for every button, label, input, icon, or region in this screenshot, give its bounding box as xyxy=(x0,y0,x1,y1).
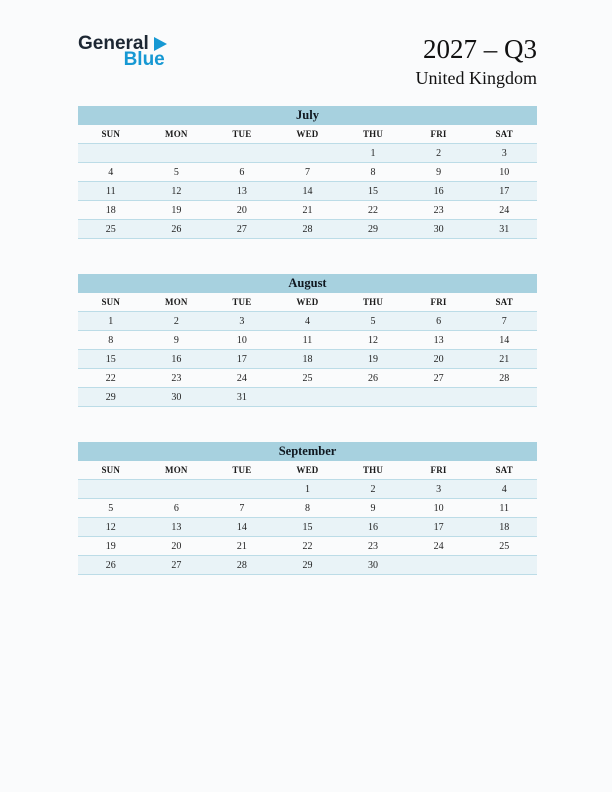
day-cell: 5 xyxy=(78,499,144,518)
day-cell-empty xyxy=(144,144,210,163)
day-cell: 4 xyxy=(471,480,537,499)
day-cell: 20 xyxy=(209,201,275,220)
day-cell: 29 xyxy=(78,388,144,407)
day-cell-empty xyxy=(78,144,144,163)
day-cell: 7 xyxy=(471,312,537,331)
day-cell: 25 xyxy=(471,537,537,556)
day-cell: 16 xyxy=(144,350,210,369)
day-cell: 13 xyxy=(144,518,210,537)
day-cell-empty xyxy=(144,480,210,499)
weekday-row xyxy=(78,125,537,144)
day-cell: 3 xyxy=(406,480,472,499)
day-cell: 5 xyxy=(144,163,210,182)
day-cell-empty xyxy=(406,388,472,407)
weekday-label: THU xyxy=(340,461,406,480)
day-cell-empty xyxy=(406,556,472,575)
week-row xyxy=(78,518,537,537)
day-cell: 10 xyxy=(209,331,275,350)
weekday-label: THU xyxy=(340,293,406,312)
day-cell: 10 xyxy=(406,499,472,518)
day-cell-empty xyxy=(340,388,406,407)
logo-text-general: General xyxy=(78,33,149,54)
day-cell: 28 xyxy=(209,556,275,575)
day-cell: 12 xyxy=(78,518,144,537)
day-cell-empty xyxy=(471,388,537,407)
day-cell-empty xyxy=(471,556,537,575)
day-cell: 6 xyxy=(209,163,275,182)
day-cell: 18 xyxy=(471,518,537,537)
day-cell: 9 xyxy=(340,499,406,518)
day-cell: 6 xyxy=(144,499,210,518)
day-cell: 14 xyxy=(471,331,537,350)
week-row xyxy=(78,480,537,499)
weekday-row xyxy=(78,293,537,312)
weekday-label: FRI xyxy=(406,125,472,144)
week-row xyxy=(78,369,537,388)
day-cell: 16 xyxy=(340,518,406,537)
day-cell: 30 xyxy=(144,388,210,407)
day-cell: 19 xyxy=(340,350,406,369)
day-cell: 7 xyxy=(275,163,341,182)
day-cell: 17 xyxy=(209,350,275,369)
day-cell: 18 xyxy=(78,201,144,220)
day-cell: 29 xyxy=(275,556,341,575)
day-cell-empty xyxy=(275,144,341,163)
day-cell: 15 xyxy=(78,350,144,369)
day-cell: 1 xyxy=(78,312,144,331)
day-cell: 3 xyxy=(471,144,537,163)
day-cell: 26 xyxy=(144,220,210,239)
day-cell: 14 xyxy=(275,182,341,201)
day-cell: 19 xyxy=(78,537,144,556)
day-cell: 25 xyxy=(78,220,144,239)
day-cell: 22 xyxy=(340,201,406,220)
day-cell: 19 xyxy=(144,201,210,220)
day-cell: 25 xyxy=(275,369,341,388)
day-cell: 1 xyxy=(275,480,341,499)
day-cell: 31 xyxy=(209,388,275,407)
day-cell: 22 xyxy=(78,369,144,388)
week-row xyxy=(78,350,537,369)
day-cell: 21 xyxy=(471,350,537,369)
day-cell: 12 xyxy=(340,331,406,350)
weekday-label: SAT xyxy=(471,125,537,144)
day-cell: 7 xyxy=(209,499,275,518)
day-cell: 4 xyxy=(78,163,144,182)
months-container xyxy=(78,106,537,575)
day-cell-empty xyxy=(78,480,144,499)
day-cell: 10 xyxy=(471,163,537,182)
weekday-label: TUE xyxy=(209,461,275,480)
day-cell: 17 xyxy=(406,518,472,537)
weekday-label: SAT xyxy=(471,293,537,312)
day-cell: 13 xyxy=(209,182,275,201)
day-cell: 21 xyxy=(209,537,275,556)
day-cell: 14 xyxy=(209,518,275,537)
day-cell: 24 xyxy=(406,537,472,556)
month-title: September xyxy=(78,442,537,461)
day-cell: 27 xyxy=(406,369,472,388)
week-row xyxy=(78,182,537,201)
title-block xyxy=(416,34,538,89)
day-cell: 31 xyxy=(471,220,537,239)
week-row xyxy=(78,331,537,350)
weekday-label: SUN xyxy=(78,293,144,312)
day-cell: 26 xyxy=(78,556,144,575)
week-row xyxy=(78,144,537,163)
day-cell: 24 xyxy=(471,201,537,220)
weekday-label: MON xyxy=(144,293,210,312)
day-cell-empty xyxy=(275,388,341,407)
day-cell-empty xyxy=(209,480,275,499)
day-cell: 15 xyxy=(340,182,406,201)
weekday-label: WED xyxy=(275,461,341,480)
weekday-label: WED xyxy=(275,125,341,144)
weekday-label: TUE xyxy=(209,125,275,144)
day-cell: 16 xyxy=(406,182,472,201)
weekday-label: MON xyxy=(144,461,210,480)
day-cell: 27 xyxy=(144,556,210,575)
month-grid xyxy=(78,125,537,239)
week-row xyxy=(78,556,537,575)
day-cell: 30 xyxy=(406,220,472,239)
logo-text-blue: Blue xyxy=(123,49,165,70)
month-july xyxy=(78,106,537,239)
page-header xyxy=(78,34,537,89)
week-row xyxy=(78,537,537,556)
week-row xyxy=(78,312,537,331)
weekday-label: FRI xyxy=(406,293,472,312)
day-cell: 28 xyxy=(275,220,341,239)
weekday-label: SAT xyxy=(471,461,537,480)
day-cell: 23 xyxy=(340,537,406,556)
day-cell: 8 xyxy=(340,163,406,182)
week-row xyxy=(78,499,537,518)
weekday-label: THU xyxy=(340,125,406,144)
day-cell: 8 xyxy=(275,499,341,518)
day-cell: 23 xyxy=(406,201,472,220)
month-title: July xyxy=(78,106,537,125)
day-cell: 2 xyxy=(144,312,210,331)
day-cell: 17 xyxy=(471,182,537,201)
weekday-label: MON xyxy=(144,125,210,144)
weekday-label: FRI xyxy=(406,461,472,480)
day-cell: 12 xyxy=(144,182,210,201)
day-cell: 26 xyxy=(340,369,406,388)
month-august xyxy=(78,274,537,407)
day-cell: 8 xyxy=(78,331,144,350)
page-subtitle: United Kingdom xyxy=(415,68,537,89)
day-cell: 21 xyxy=(275,201,341,220)
day-cell: 13 xyxy=(406,331,472,350)
day-cell: 2 xyxy=(340,480,406,499)
weekday-label: TUE xyxy=(209,293,275,312)
month-title: August xyxy=(78,274,537,293)
weekday-label: SUN xyxy=(78,125,144,144)
day-cell: 5 xyxy=(340,312,406,331)
day-cell: 11 xyxy=(78,182,144,201)
day-cell: 15 xyxy=(275,518,341,537)
day-cell: 29 xyxy=(340,220,406,239)
day-cell: 1 xyxy=(340,144,406,163)
day-cell: 20 xyxy=(406,350,472,369)
month-september xyxy=(78,442,537,575)
day-cell: 24 xyxy=(209,369,275,388)
month-grid xyxy=(78,461,537,575)
week-row xyxy=(78,201,537,220)
day-cell: 11 xyxy=(275,331,341,350)
month-grid xyxy=(78,293,537,407)
day-cell: 22 xyxy=(275,537,341,556)
day-cell: 4 xyxy=(275,312,341,331)
day-cell: 11 xyxy=(471,499,537,518)
day-cell: 18 xyxy=(275,350,341,369)
day-cell-empty xyxy=(209,144,275,163)
generalblue-logo xyxy=(78,34,167,69)
day-cell: 30 xyxy=(340,556,406,575)
week-row xyxy=(78,388,537,407)
weekday-label: WED xyxy=(275,293,341,312)
week-row xyxy=(78,220,537,239)
day-cell: 20 xyxy=(144,537,210,556)
weekday-row xyxy=(78,461,537,480)
day-cell: 2 xyxy=(406,144,472,163)
day-cell: 9 xyxy=(406,163,472,182)
page-title: 2027 – Q3 xyxy=(423,34,537,64)
weekday-label: SUN xyxy=(78,461,144,480)
day-cell: 27 xyxy=(209,220,275,239)
day-cell: 6 xyxy=(406,312,472,331)
day-cell: 9 xyxy=(144,331,210,350)
day-cell: 23 xyxy=(144,369,210,388)
day-cell: 28 xyxy=(471,369,537,388)
day-cell: 3 xyxy=(209,312,275,331)
week-row xyxy=(78,163,537,182)
